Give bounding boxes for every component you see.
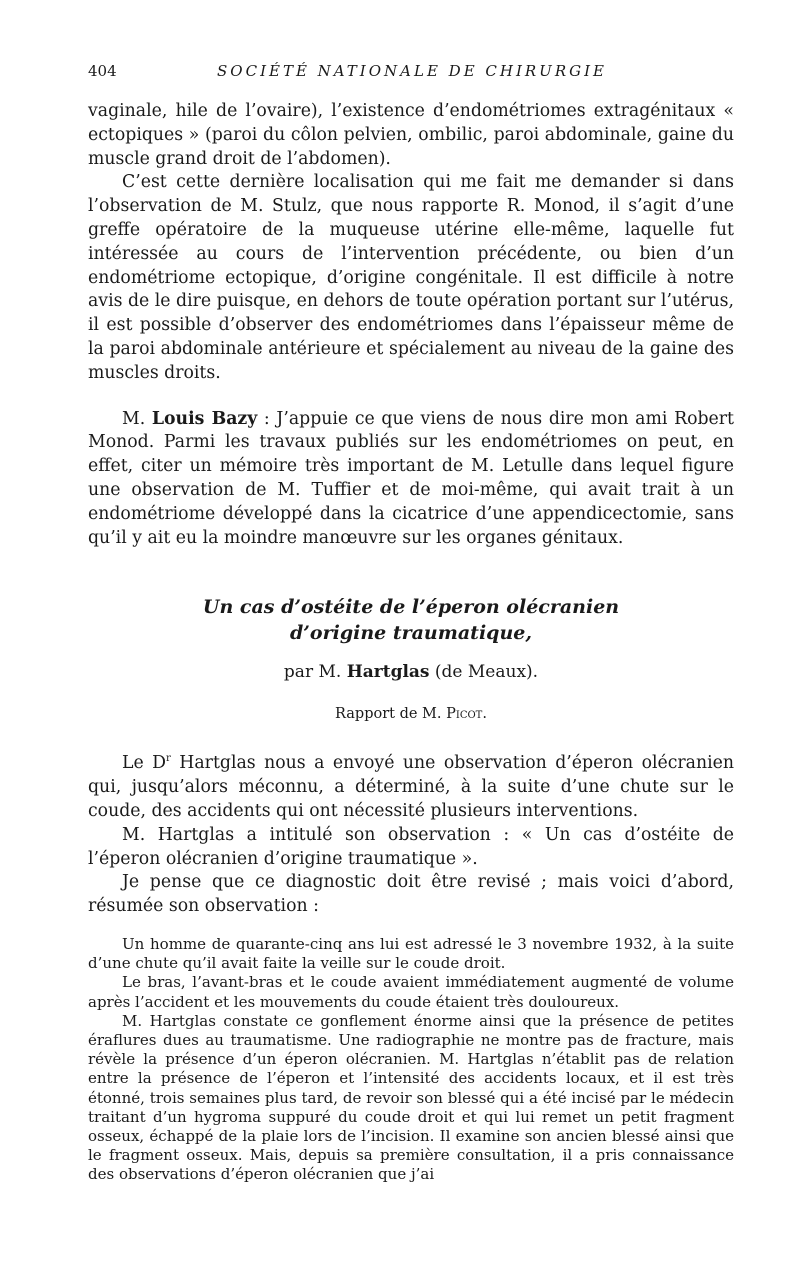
dr-abbrev: Le D [122,753,167,774]
bazy-text: : J’appuie ce que viens de nous dire mon ami Robert Monod. Parmi les travaux publiés sur les endométriomes on peut, en effet, citer un mémoire très important de M. Letulle dans lequel figure une observation de M. Tuffier et de moi-même, qui avait trait à un endométriome développé dans la cicatrice d’une appendicectomie, sans qu’il y ait eu la moindre manœuvre sur les organes génitaux. [88,408,734,548]
article-title-line-1: Un cas d’ostéite de l’éperon olécranien [202,596,620,619]
observation-block [88,935,734,1185]
page-number: 404 [88,62,117,80]
author-name: Hartglas [346,662,430,683]
paragraph [88,752,734,823]
paragraph-text: Hartglas nous a envoyé une observation d’éperon olécranien qui, jusqu’alors méconnu, a déterminé, à la suite d’une chute sur le coude, des accidents qui ont nécessité plusieurs interventions. [88,753,734,821]
report-name: Picot. [446,706,487,723]
observation-paragraph: Le bras, l’avant-bras et le coude avaient immédiatement augmenté de volume après l’accident et les mouvements du coude étaient très douloureux. [88,973,734,1011]
report-line [88,706,734,722]
author-prefix: par M. [283,662,347,683]
article-body [88,752,734,919]
running-title: SOCIÉTÉ NATIONALE DE CHIRURGIE [217,62,607,80]
article-author [88,662,734,682]
paragraph: vaginale, hile de l’ovaire), l’existence d’endométriomes extragénitaux « ectopiques » (paroi du côlon pelvien, ombilic, paroi abdominale, gaine du muscle grand droit de l’abdomen). [88,101,734,169]
page-header [88,62,736,82]
paragraph: M. Hartglas a intitulé son observation : « Un cas d’ostéite de l’éperon olécranien d’origine traumatique ». [88,824,734,869]
paragraph: C’est cette dernière localisation qui me fait me demander si dans l’observation de M. Stulz, que nous rapporte R. Monod, il s’agit d’une greffe opératoire de la muqueuse utérine elle-même, laquelle fut intéressée au cours de l’intervention précédente, ou bien d’un endométriome ectopique, d’origine congénitale. Il est difficile à notre avis de le dire puisque, en dehors de toute opération portant sur l’utérus, il est possible d’observer des endométriomes dans l’épaisseur même de la paroi abdominale antérieure et spécialement au niveau de la gaine des muscles droits. [88,172,734,383]
bazy-paragraph [88,408,734,551]
dr-sup: r [166,753,171,765]
paragraph: Je pense que ce diagnostic doit être revisé ; mais voici d’abord, résumée son observation : [88,872,734,917]
observation-paragraph: Un homme de quarante-cinq ans lui est adressé le 3 novembre 1932, à la suite d’une chute qu’il avait faite la veille sur le coude droit. [88,934,734,973]
article-title-line-2: d’origine traumatique, [290,622,532,645]
observation-paragraph: M. Hartglas constate ce gonflement énorme ainsi que la présence de petites éraflures dues au traumatisme. Une radiographie ne montre pas de fracture, mais révèle la présence d’un éperon olécranien. M. Hartglas n’établit pas de relation entre la présence de l’éperon et l’intensité des accidents locaux, et il est très étonné, trois semaines plus tard, de revoir son blessé qui a été incisé par le médecin traitant d’un hygroma suppuré du coude droit et qui lui remet un petit fragment osseux, échappé de la plaie lors de l’incision. Il examine son ancien blessé ainsi que le fragment osseux. Mais, depuis sa première consultation, il a pris connaissance des observations d’éperon olécranien que j’ai [88,1011,734,1184]
bazy-prefix: M. [122,408,152,429]
speaker-name: Louis Bazy [151,408,258,429]
author-suffix: (de Meaux). [429,662,539,683]
report-prefix: Rapport de M. [335,706,447,723]
article-title [88,594,734,646]
page-body [88,100,734,1185]
